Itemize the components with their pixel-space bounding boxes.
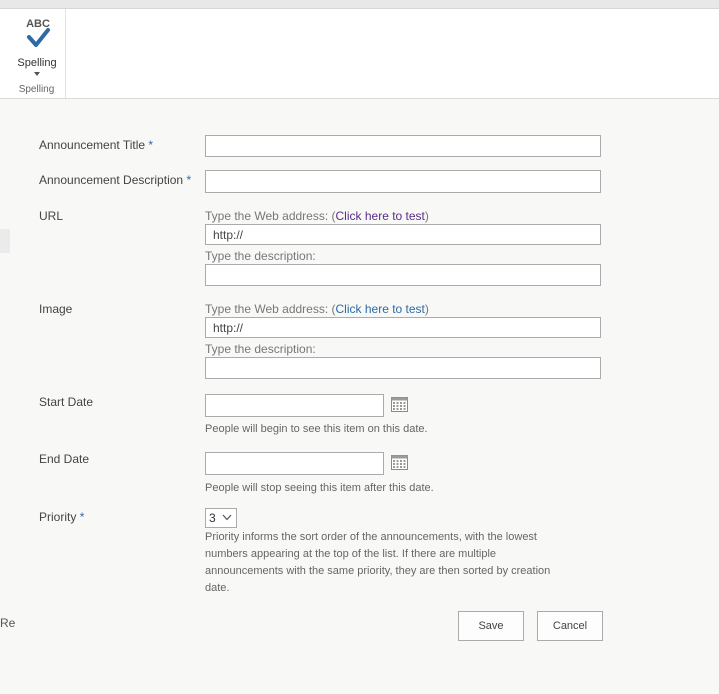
title-label <box>39 138 153 152</box>
priority-description-line: Priority informs the sort order of the announcements, with the lowest <box>205 531 537 543</box>
spelling-button[interactable] <box>12 14 62 80</box>
chevron-down-icon <box>34 72 40 76</box>
url-label: URL <box>39 209 64 223</box>
priority-description-line: announcements with the same priority, they are then sorted by creation <box>205 565 551 577</box>
calendar-icon[interactable] <box>391 397 408 412</box>
top-bar <box>0 0 719 9</box>
ribbon <box>0 9 719 99</box>
url-description-hint: Type the description: <box>205 249 316 263</box>
spelling-button-label: Spelling <box>17 57 57 69</box>
spell-check-icon <box>24 16 52 50</box>
url-address-hint-prefix: Type the Web address: ( <box>205 209 336 223</box>
spell-icon-text: ABC <box>26 18 50 30</box>
end-date-description: People will stop seeing this item after this date. <box>205 482 434 494</box>
image-description-hint: Type the description: <box>205 342 316 356</box>
image-label: Image <box>39 302 73 316</box>
url-address-input[interactable] <box>205 224 601 245</box>
image-address-hint-prefix: Type the Web address: ( <box>205 302 336 316</box>
required-marker: * <box>148 138 154 152</box>
image-test-link[interactable]: Click here to test <box>335 302 425 316</box>
title-label-text: Announcement Title <box>39 138 146 152</box>
end-date-label: End Date <box>39 452 90 466</box>
image-description-input[interactable] <box>205 357 601 379</box>
url-description-input[interactable] <box>205 264 601 286</box>
priority-description-line: numbers appearing at the top of the list. If there are multiple <box>205 548 497 560</box>
priority-label-text: Priority <box>39 510 77 524</box>
description-label-text: Announcement Description <box>39 173 184 187</box>
ribbon-group-label: Spelling <box>18 84 55 95</box>
priority-label <box>39 510 84 524</box>
chevron-down-icon <box>222 514 232 521</box>
required-marker: * <box>186 173 192 187</box>
start-date-input[interactable] <box>205 394 384 417</box>
url-test-link[interactable]: Click here to test <box>335 209 425 223</box>
left-nav-tab[interactable] <box>0 229 10 253</box>
priority-select[interactable] <box>205 508 237 528</box>
calendar-icon[interactable] <box>391 455 408 470</box>
image-address-hint-suffix: ) <box>424 302 429 316</box>
description-label <box>39 173 191 187</box>
end-date-input[interactable] <box>205 452 384 475</box>
image-address-input[interactable] <box>205 317 601 338</box>
priority-description-line: date. <box>205 582 230 594</box>
url-address-hint-suffix: ) <box>424 209 429 223</box>
save-button[interactable]: Save <box>458 611 524 641</box>
start-date-description: People will begin to see this item on this date. <box>205 423 428 435</box>
left-edge-text: Re <box>0 616 16 630</box>
announcement-title-input[interactable] <box>205 135 601 157</box>
announcement-description-input[interactable] <box>205 170 601 193</box>
priority-selected-value: 3 <box>209 511 216 525</box>
priority-description <box>205 529 585 597</box>
image-address-hint <box>205 302 429 316</box>
ribbon-group-spelling <box>8 9 66 98</box>
url-address-hint <box>205 209 429 223</box>
required-marker: * <box>79 510 85 524</box>
start-date-label: Start Date <box>39 395 94 409</box>
cancel-button[interactable]: Cancel <box>537 611 603 641</box>
